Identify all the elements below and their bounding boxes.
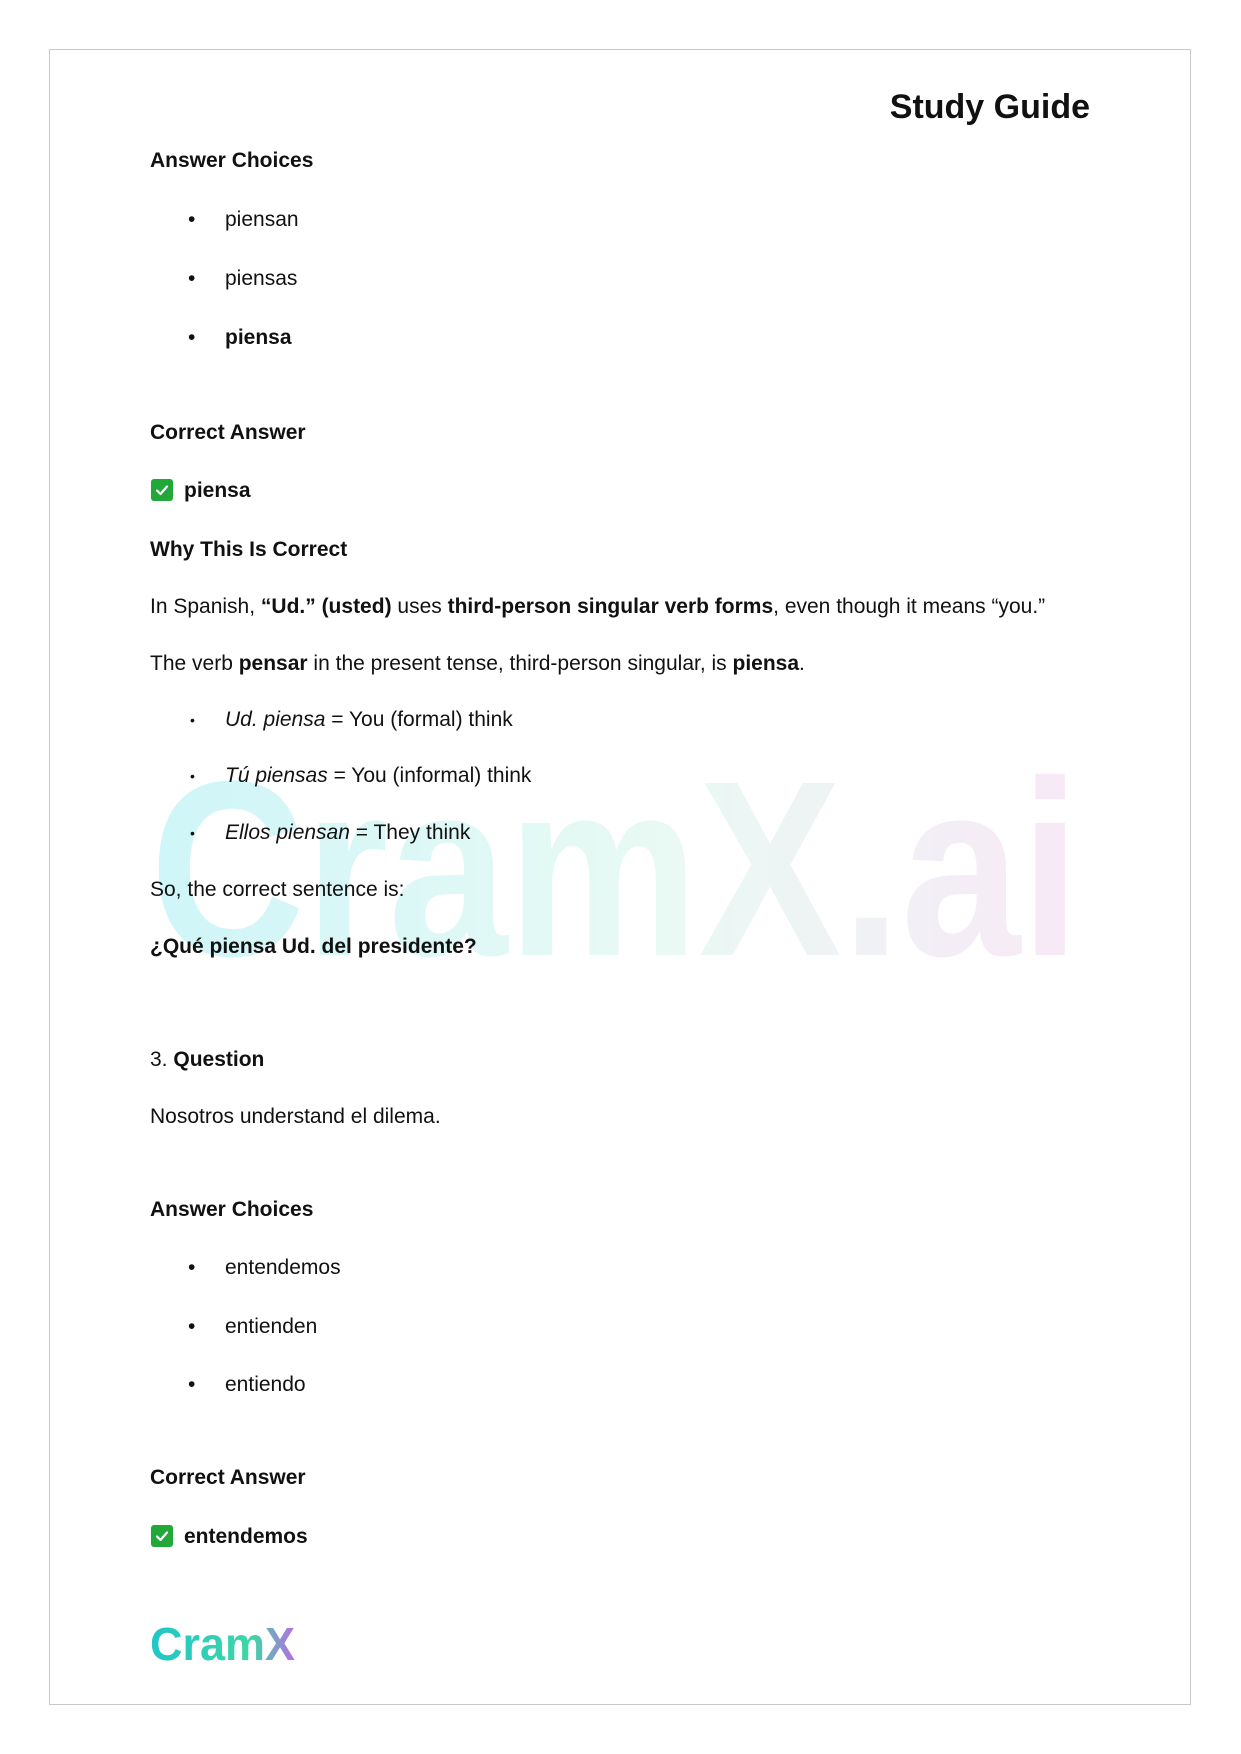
cramx-logo	[150, 1618, 300, 1668]
question-prompt: Nosotros understand el dilema.	[150, 1105, 441, 1128]
text-run: The verb	[150, 652, 239, 675]
answer-choice: piensan	[225, 208, 299, 231]
example-english: = You (informal) think	[327, 764, 532, 787]
example-item	[225, 763, 531, 789]
check-mark-icon	[151, 1525, 173, 1547]
correct-answer-heading: Correct Answer	[150, 421, 306, 444]
text-run-bold: piensa	[732, 652, 800, 675]
answer-choices-heading: Answer Choices	[150, 149, 314, 172]
explanation-paragraph	[150, 594, 1045, 620]
watermark-text: CramX.ai	[150, 755, 1080, 995]
answer-choice: piensas	[225, 267, 298, 290]
bullet-icon: •	[190, 768, 195, 784]
correct-answer: piensa	[184, 479, 251, 502]
answer-choice-correct: piensa	[225, 326, 292, 349]
question-number: 3.	[150, 1048, 168, 1071]
bullet-icon: •	[188, 1373, 196, 1396]
explanation-paragraph	[150, 651, 805, 677]
answer-choices-heading: Answer Choices	[150, 1198, 314, 1221]
text-run-bold: third-person singular verb forms	[447, 595, 774, 618]
conclusion-text: So, the correct sentence is:	[150, 878, 405, 901]
question-heading	[150, 1047, 264, 1073]
correct-answer-heading: Correct Answer	[150, 1466, 306, 1489]
correct-sentence: ¿Qué piensa Ud. del presidente?	[150, 935, 477, 958]
text-run-bold: “Ud.” (usted)	[260, 595, 392, 618]
text-run-bold: pensar	[238, 652, 308, 675]
page-title: Study Guide	[889, 88, 1090, 126]
text-run: .	[799, 652, 805, 675]
question-label: Question	[173, 1048, 265, 1071]
why-correct-heading: Why This Is Correct	[150, 538, 348, 561]
text-run: uses	[391, 595, 448, 618]
example-english: = They think	[349, 821, 471, 844]
bullet-icon: •	[188, 1315, 196, 1338]
text-run: in the present tense, third-person singular, is	[307, 652, 733, 675]
bullet-icon: •	[190, 712, 195, 728]
bullet-icon: •	[190, 825, 195, 841]
bullet-icon: •	[188, 208, 196, 231]
example-spanish: Ud. piensa	[225, 708, 326, 731]
text-run: , even though it means “you.”	[773, 595, 1046, 618]
text-run: In Spanish,	[150, 595, 261, 618]
correct-answer: entendemos	[184, 1525, 308, 1548]
answer-choice: entienden	[225, 1315, 318, 1338]
example-item	[225, 707, 513, 733]
example-spanish: Ellos piensan	[225, 821, 350, 844]
example-item	[225, 820, 470, 846]
bullet-icon: •	[188, 1256, 196, 1279]
check-mark-icon	[151, 479, 173, 501]
answer-choice: entendemos	[225, 1256, 341, 1279]
answer-choice: entiendo	[225, 1373, 306, 1396]
bullet-icon: •	[188, 267, 196, 290]
example-english: = You (formal) think	[325, 708, 513, 731]
example-spanish: Tú piensas	[225, 764, 328, 787]
bullet-icon: •	[188, 326, 196, 349]
logo-text: CramX	[150, 1618, 296, 1668]
